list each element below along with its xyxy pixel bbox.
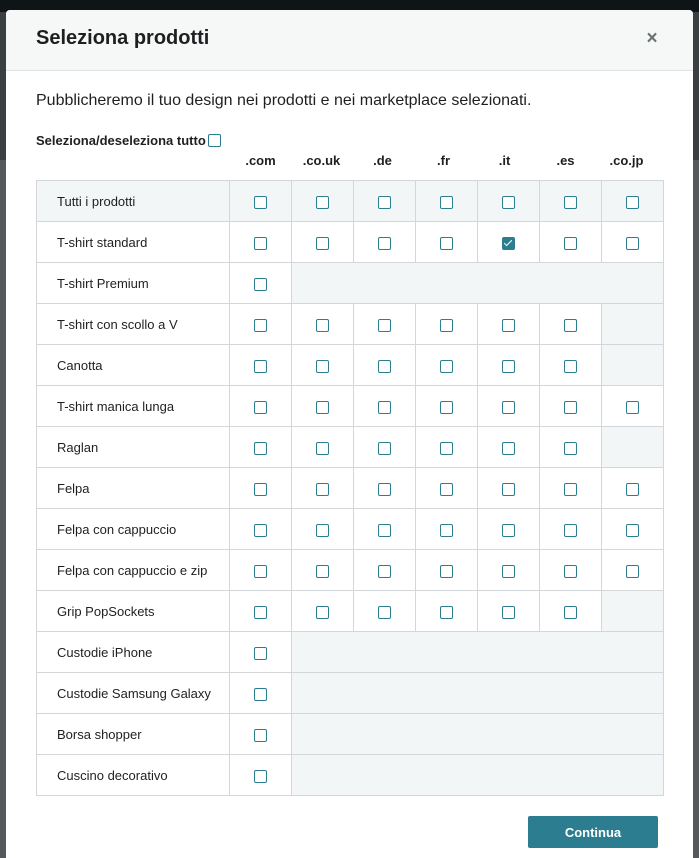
product-name: Tutti i prodotti	[37, 181, 230, 222]
marketplace-cell	[416, 509, 478, 550]
marketplace-cell	[540, 222, 602, 263]
checkbox-es[interactable]	[564, 319, 577, 332]
continue-button[interactable]: Continua	[528, 816, 658, 848]
product-name: Felpa con cappuccio e zip	[37, 550, 230, 591]
marketplace-cell	[230, 263, 292, 304]
product-name: Cuscino decorativo	[37, 755, 230, 796]
checkbox-it[interactable]	[502, 196, 515, 209]
marketplace-cell	[540, 181, 602, 222]
marketplace-cell	[416, 427, 478, 468]
checkbox-de[interactable]	[378, 401, 391, 414]
checkbox-it[interactable]	[502, 401, 515, 414]
checkbox-it[interactable]	[502, 360, 515, 373]
marketplace-cell	[292, 468, 354, 509]
marketplace-cell	[602, 386, 664, 427]
table-row	[37, 714, 664, 755]
checkbox-com[interactable]	[254, 606, 267, 619]
marketplace-cell	[230, 632, 292, 673]
checkbox-com[interactable]	[254, 770, 267, 783]
marketplace-cell	[478, 550, 540, 591]
marketplace-cell	[602, 181, 664, 222]
checkbox-it[interactable]	[502, 606, 515, 619]
checkbox-it[interactable]	[502, 237, 515, 250]
marketplace-cell	[478, 427, 540, 468]
checkbox-couk[interactable]	[316, 360, 329, 373]
checkbox-com[interactable]	[254, 237, 267, 250]
marketplace-cell	[478, 304, 540, 345]
unavailable-cell	[602, 591, 664, 632]
marketplace-cell	[230, 714, 292, 755]
marketplace-cell	[292, 222, 354, 263]
checkbox-de[interactable]	[378, 196, 391, 209]
checkbox-fr[interactable]	[440, 237, 453, 250]
checkbox-de[interactable]	[378, 442, 391, 455]
checkbox-it[interactable]	[502, 442, 515, 455]
checkbox-fr[interactable]	[440, 565, 453, 578]
marketplace-cell	[478, 386, 540, 427]
marketplace-cell	[478, 345, 540, 386]
checkbox-couk[interactable]	[316, 237, 329, 250]
marketplace-header-es: .es	[556, 153, 575, 168]
checkbox-fr[interactable]	[440, 360, 453, 373]
product-name: Felpa	[37, 468, 230, 509]
marketplace-cell	[354, 427, 416, 468]
checkbox-com[interactable]	[254, 442, 267, 455]
checkbox-fr[interactable]	[440, 483, 453, 496]
checkbox-couk[interactable]	[316, 401, 329, 414]
marketplace-cell	[354, 591, 416, 632]
marketplace-cell	[354, 304, 416, 345]
marketplace-cell	[540, 345, 602, 386]
marketplace-cell	[292, 550, 354, 591]
table-row	[37, 181, 664, 222]
dialog-header	[6, 10, 693, 71]
checkbox-com[interactable]	[254, 647, 267, 660]
table-row	[37, 632, 664, 673]
checkbox-de[interactable]	[378, 360, 391, 373]
product-name: Felpa con cappuccio	[37, 509, 230, 550]
marketplace-cell	[416, 345, 478, 386]
table-row	[37, 673, 664, 714]
table-row	[37, 468, 664, 509]
marketplace-cell	[478, 468, 540, 509]
table-row	[37, 427, 664, 468]
marketplace-header-it: .it	[498, 153, 511, 168]
checkbox-fr[interactable]	[440, 319, 453, 332]
checkbox-es[interactable]	[564, 565, 577, 578]
table-row	[37, 550, 664, 591]
checkbox-de[interactable]	[378, 237, 391, 250]
checkbox-com[interactable]	[254, 483, 267, 496]
marketplace-cell	[416, 304, 478, 345]
marketplace-cell	[230, 345, 292, 386]
select-all-control	[36, 133, 221, 148]
marketplace-cell	[354, 509, 416, 550]
marketplace-cell	[292, 509, 354, 550]
marketplace-cell	[602, 550, 664, 591]
checkbox-couk[interactable]	[316, 196, 329, 209]
marketplace-cell	[540, 591, 602, 632]
checkbox-fr[interactable]	[440, 442, 453, 455]
checkbox-es[interactable]	[564, 401, 577, 414]
table-row	[37, 386, 664, 427]
marketplace-cell	[540, 550, 602, 591]
unavailable-cell	[292, 673, 664, 714]
marketplace-cell	[292, 427, 354, 468]
marketplace-cell	[292, 345, 354, 386]
checkbox-com[interactable]	[254, 688, 267, 701]
table-row	[37, 509, 664, 550]
checkbox-it[interactable]	[502, 524, 515, 537]
marketplace-header-couk: .co.uk	[302, 153, 341, 168]
checkbox-cojp[interactable]	[626, 237, 639, 250]
checkbox-it[interactable]	[502, 319, 515, 332]
product-marketplace-table	[36, 180, 664, 796]
marketplace-cell	[354, 345, 416, 386]
select-all-checkbox[interactable]	[208, 134, 221, 147]
unavailable-cell	[602, 345, 664, 386]
marketplace-cell	[230, 755, 292, 796]
marketplace-cell	[416, 386, 478, 427]
dialog-intro-text: Pubblicheremo il tuo design nei prodotti e nei marketplace selezionati.	[36, 92, 532, 109]
checkbox-es[interactable]	[564, 237, 577, 250]
checkbox-cojp[interactable]	[626, 196, 639, 209]
checkbox-de[interactable]	[378, 483, 391, 496]
table-row	[37, 304, 664, 345]
product-name: T-shirt con scollo a V	[37, 304, 230, 345]
product-name: Custodie iPhone	[37, 632, 230, 673]
checkbox-de[interactable]	[378, 606, 391, 619]
marketplace-cell	[230, 673, 292, 714]
checkbox-es[interactable]	[564, 196, 577, 209]
unavailable-cell	[292, 263, 664, 304]
close-icon[interactable]: ×	[646, 28, 658, 49]
checkbox-cojp[interactable]	[626, 524, 639, 537]
marketplace-cell	[354, 386, 416, 427]
checkbox-couk[interactable]	[316, 565, 329, 578]
marketplace-cell	[354, 181, 416, 222]
unavailable-cell	[292, 755, 664, 796]
checkbox-com[interactable]	[254, 278, 267, 291]
table-row	[37, 345, 664, 386]
marketplace-cell	[416, 591, 478, 632]
marketplace-cell	[292, 181, 354, 222]
checkbox-cojp[interactable]	[626, 565, 639, 578]
checkbox-com[interactable]	[254, 319, 267, 332]
unavailable-cell	[602, 427, 664, 468]
unavailable-cell	[292, 632, 664, 673]
marketplace-cell	[230, 509, 292, 550]
marketplace-cell	[602, 509, 664, 550]
marketplace-cell	[540, 509, 602, 550]
marketplace-cell	[230, 468, 292, 509]
marketplace-cell	[478, 509, 540, 550]
checkbox-couk[interactable]	[316, 483, 329, 496]
product-name: Canotta	[37, 345, 230, 386]
marketplace-cell	[416, 550, 478, 591]
table-row	[37, 591, 664, 632]
marketplace-cell	[230, 222, 292, 263]
background-edge-right	[693, 160, 699, 858]
select-all-label: Seleziona/deseleziona tutto	[36, 133, 206, 148]
marketplace-cell	[602, 468, 664, 509]
marketplace-cell	[354, 222, 416, 263]
checkbox-couk[interactable]	[316, 524, 329, 537]
marketplace-cell	[540, 427, 602, 468]
checkbox-es[interactable]	[564, 606, 577, 619]
checkbox-fr[interactable]	[440, 401, 453, 414]
product-name: Custodie Samsung Galaxy	[37, 673, 230, 714]
checkbox-couk[interactable]	[316, 606, 329, 619]
marketplace-header-com: .com	[245, 153, 276, 168]
marketplace-cell	[602, 222, 664, 263]
checkbox-cojp[interactable]	[626, 401, 639, 414]
checkbox-es[interactable]	[564, 360, 577, 373]
table-row	[37, 222, 664, 263]
table-row	[37, 263, 664, 304]
unavailable-cell	[292, 714, 664, 755]
marketplace-cell	[540, 304, 602, 345]
marketplace-header-de: .de	[373, 153, 392, 168]
select-products-dialog	[6, 10, 693, 858]
marketplace-cell	[540, 468, 602, 509]
marketplace-header-fr: .fr	[437, 153, 450, 168]
marketplace-cell	[354, 468, 416, 509]
checkbox-com[interactable]	[254, 524, 267, 537]
marketplace-cell	[354, 550, 416, 591]
marketplace-header-row	[230, 153, 657, 169]
product-name: T-shirt manica lunga	[37, 386, 230, 427]
checkbox-com[interactable]	[254, 565, 267, 578]
product-name: Raglan	[37, 427, 230, 468]
product-name: Grip PopSockets	[37, 591, 230, 632]
checkbox-it[interactable]	[502, 565, 515, 578]
marketplace-cell	[416, 222, 478, 263]
checkbox-couk[interactable]	[316, 442, 329, 455]
checkbox-de[interactable]	[378, 319, 391, 332]
marketplace-header-cojp: .co.jp	[609, 153, 644, 168]
marketplace-cell	[230, 591, 292, 632]
table-row	[37, 755, 664, 796]
product-name: T-shirt standard	[37, 222, 230, 263]
product-name: Borsa shopper	[37, 714, 230, 755]
marketplace-cell	[540, 386, 602, 427]
checkbox-es[interactable]	[564, 483, 577, 496]
checkbox-de[interactable]	[378, 524, 391, 537]
checkbox-com[interactable]	[254, 196, 267, 209]
checkbox-com[interactable]	[254, 401, 267, 414]
marketplace-cell	[478, 181, 540, 222]
checkbox-couk[interactable]	[316, 319, 329, 332]
checkbox-es[interactable]	[564, 442, 577, 455]
marketplace-cell	[230, 427, 292, 468]
checkbox-it[interactable]	[502, 483, 515, 496]
checkbox-fr[interactable]	[440, 606, 453, 619]
checkbox-de[interactable]	[378, 565, 391, 578]
marketplace-cell	[416, 468, 478, 509]
marketplace-cell	[292, 591, 354, 632]
unavailable-cell	[602, 304, 664, 345]
checkbox-com[interactable]	[254, 729, 267, 742]
checkbox-fr[interactable]	[440, 196, 453, 209]
marketplace-cell	[230, 386, 292, 427]
marketplace-cell	[230, 304, 292, 345]
checkbox-cojp[interactable]	[626, 483, 639, 496]
marketplace-cell	[416, 181, 478, 222]
marketplace-cell	[478, 591, 540, 632]
product-name: T-shirt Premium	[37, 263, 230, 304]
checkbox-fr[interactable]	[440, 524, 453, 537]
checkbox-com[interactable]	[254, 360, 267, 373]
marketplace-cell	[292, 304, 354, 345]
marketplace-cell	[478, 222, 540, 263]
marketplace-cell	[230, 181, 292, 222]
marketplace-cell	[230, 550, 292, 591]
checkbox-es[interactable]	[564, 524, 577, 537]
dialog-title: Seleziona prodotti	[36, 27, 210, 49]
marketplace-cell	[292, 386, 354, 427]
